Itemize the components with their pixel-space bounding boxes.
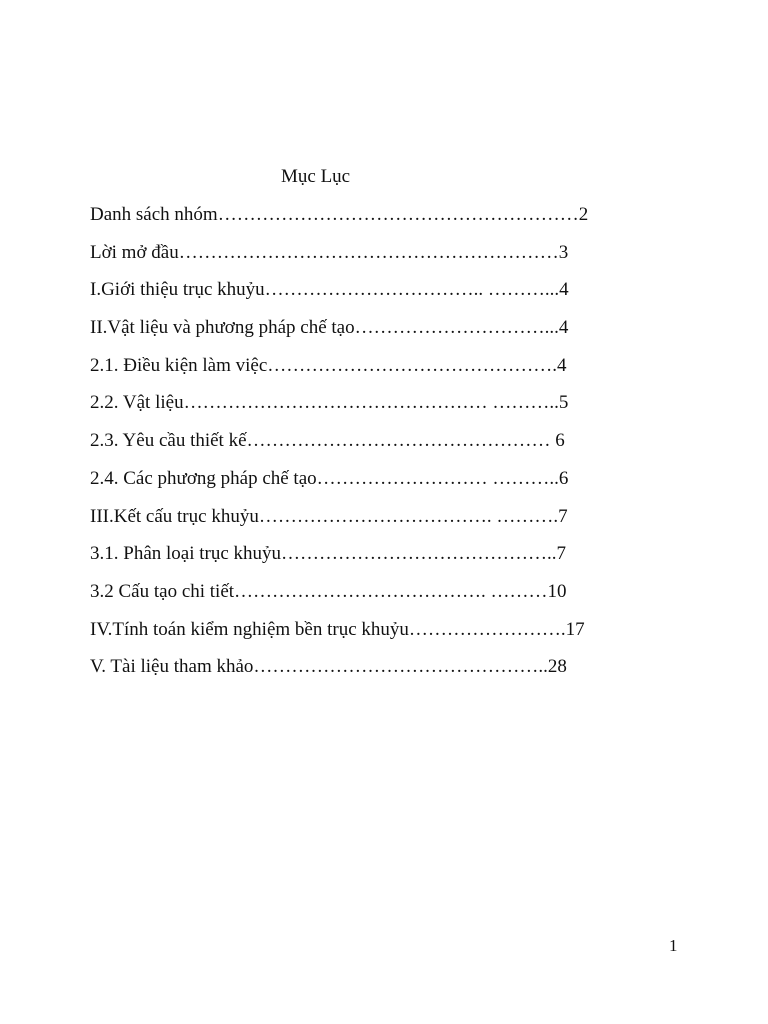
toc-entry: 3.2 Cấu tạo chi tiết…………………………………. ………10: [90, 580, 567, 602]
toc-entry: 2.2. Vật liệu………………………………………… ………..5: [90, 392, 569, 414]
toc-title: Mục Lục: [281, 166, 351, 187]
toc-entry: 2.3. Yêu cầu thiết kế………………………………………… 6: [90, 430, 565, 452]
toc-entry: II.Vật liệu và phương pháp chế tạo…………………………...4: [90, 317, 569, 339]
page-number: 1: [669, 936, 678, 955]
table-of-contents: [90, 203, 630, 693]
toc-entry: III.Kết cấu trục khuỷu………………………………. ……….7: [90, 505, 568, 527]
toc-entry: I.Giới thiệu trục khuỷu…………………………….. ………...4: [90, 279, 569, 301]
toc-entry: 2.1. Điều kiện làm việc……………………………………….4: [90, 354, 567, 376]
toc-entry: V. Tài liệu tham khảo………………………………………..28: [90, 656, 567, 678]
toc-entry: Lời mở đầu……………………………………………………3: [90, 241, 569, 263]
toc-entry: 3.1. Phân loại trục khuỷu……………………………………..7: [90, 543, 567, 565]
toc-entry: 2.4. Các phương pháp chế tạo……………………… ………..6: [90, 467, 569, 489]
toc-entry: IV.Tính toán kiểm nghiệm bền trục khuỷu…………………….17: [90, 618, 585, 640]
toc-entry: Danh sách nhóm…………………………………………………2: [90, 204, 589, 225]
